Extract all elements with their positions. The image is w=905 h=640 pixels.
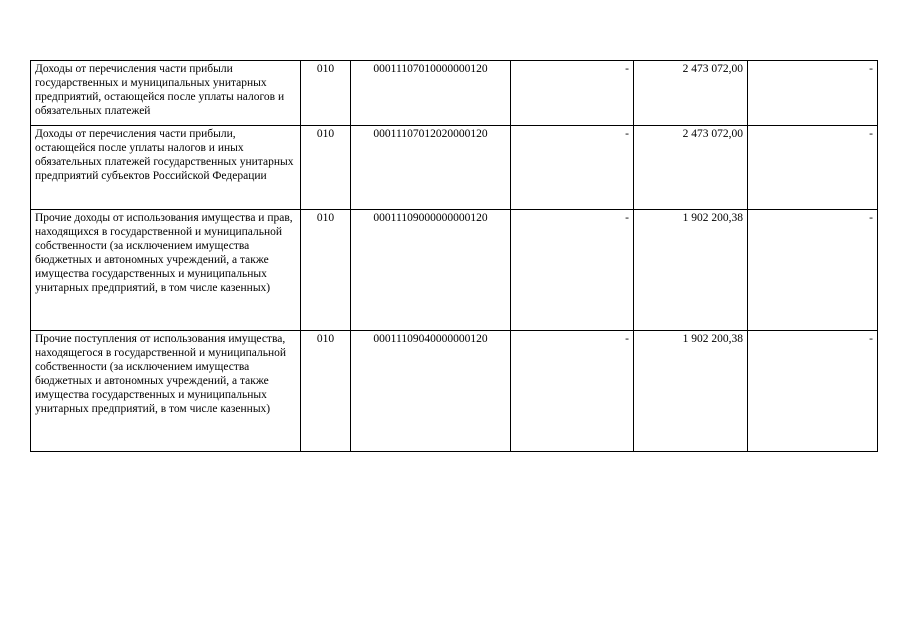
amount-cell: - bbox=[748, 331, 878, 452]
amount-cell: 2 473 072,00 bbox=[634, 126, 748, 210]
income-name-cell: Прочие поступления от использования имущества, находящегося в государственной и муниципальной собственности (за исключением имущества бюджетных и автономных учреждений, а также имущества государственных и муниципальных унитарных предприятий, в том числе казенных) bbox=[31, 331, 301, 452]
income-name-cell: Прочие доходы от использования имущества и прав, находящихся в государственной и муниципальной собственности (за исключением имущества бюджетных и автономных учреждений, а также имущества государственных и муниципальных унитарных предприятий, в том числе казенных) bbox=[31, 210, 301, 331]
income-code-cell: 00011107012020000120 bbox=[351, 126, 511, 210]
line-code-cell: 010 bbox=[301, 61, 351, 126]
income-code-cell: 00011107010000000120 bbox=[351, 61, 511, 126]
line-code-cell: 010 bbox=[301, 210, 351, 331]
table-row bbox=[31, 61, 878, 126]
line-code-cell: 010 bbox=[301, 126, 351, 210]
amount-cell: 1 902 200,38 bbox=[634, 331, 748, 452]
amount-cell: 2 473 072,00 bbox=[634, 61, 748, 126]
amount-cell: - bbox=[511, 61, 634, 126]
table-row bbox=[31, 126, 878, 210]
amount-cell: - bbox=[748, 210, 878, 331]
income-code-cell: 00011109000000000120 bbox=[351, 210, 511, 331]
amount-cell: 1 902 200,38 bbox=[634, 210, 748, 331]
amount-cell: - bbox=[748, 61, 878, 126]
income-name-cell: Доходы от перечисления части прибыли государственных и муниципальных унитарных предприятий, остающейся после уплаты налогов и обязательных платежей bbox=[31, 61, 301, 126]
income-name-cell: Доходы от перечисления части прибыли, остающейся после уплаты налогов и иных обязательных платежей государственных унитарных предприятий субъектов Российской Федерации bbox=[31, 126, 301, 210]
income-report-table bbox=[30, 60, 878, 452]
line-code-cell: 010 bbox=[301, 331, 351, 452]
amount-cell: - bbox=[511, 210, 634, 331]
amount-cell: - bbox=[511, 331, 634, 452]
amount-cell: - bbox=[748, 126, 878, 210]
amount-cell: - bbox=[511, 126, 634, 210]
table-row bbox=[31, 210, 878, 331]
table-row bbox=[31, 331, 878, 452]
income-code-cell: 00011109040000000120 bbox=[351, 331, 511, 452]
